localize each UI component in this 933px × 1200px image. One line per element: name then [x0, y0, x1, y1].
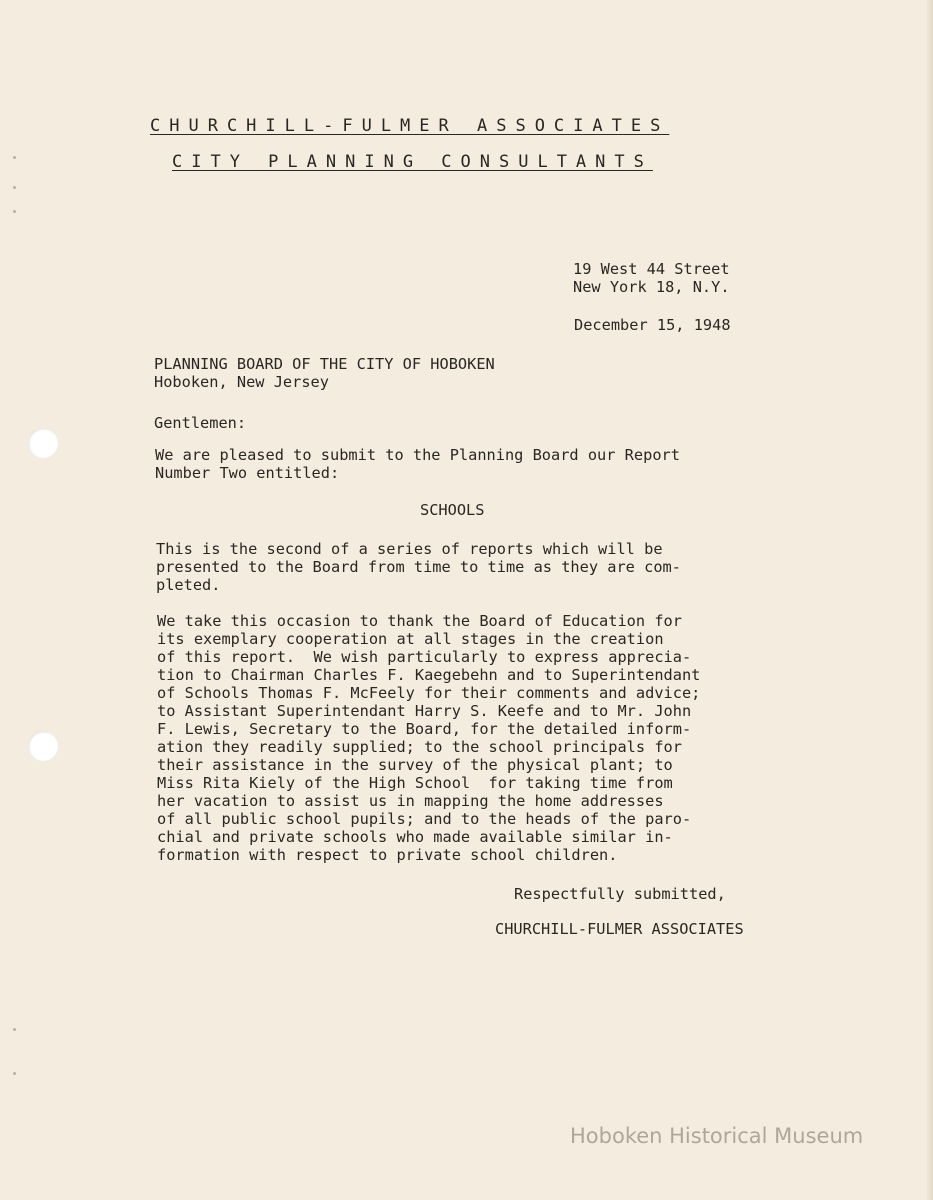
- paragraph-line: chial and private schools who made available similar in-: [157, 828, 673, 846]
- salutation: Gentlemen:: [154, 414, 247, 432]
- recipient-location: Hoboken, New Jersey: [154, 373, 329, 391]
- signature: CHURCHILL-FULMER ASSOCIATES: [495, 920, 744, 938]
- paragraph-line: of Schools Thomas F. McFeely for their comments and advice;: [157, 684, 701, 702]
- paper-speck: [13, 210, 16, 213]
- paragraph-line: to Assistant Superintendant Harry S. Keefe and to Mr. John: [157, 702, 692, 720]
- paragraph-intro: [155, 446, 680, 482]
- paragraph-line: their assistance in the survey of the physical plant; to: [157, 756, 673, 774]
- paragraph-line: F. Lewis, Secretary to the Board, for the detailed inform-: [157, 720, 692, 738]
- sender-address: [573, 260, 730, 296]
- museum-watermark: Hoboken Historical Museum: [570, 1124, 864, 1148]
- address-street: 19 West 44 Street: [573, 260, 730, 278]
- paragraph-line: Number Two entitled:: [155, 464, 340, 482]
- paragraph-acknowledgements: [157, 612, 700, 864]
- paragraph-line: formation with respect to private school children.: [157, 846, 618, 864]
- address-city: New York 18, N.Y.: [573, 278, 730, 296]
- paragraph-line: of all public school pupils; and to the heads of the paro-: [157, 810, 692, 828]
- paragraph-line: her vacation to assist us in mapping the home addresses: [157, 792, 664, 810]
- paragraph-line: Miss Rita Kiely of the High School for taking time from: [157, 774, 673, 792]
- paragraph-line: ation they readily supplied; to the school principals for: [157, 738, 682, 756]
- paper-speck: [13, 156, 16, 159]
- page-edge-shadow: [927, 0, 933, 1200]
- paragraph-line: its exemplary cooperation at all stages in the creation: [157, 630, 664, 648]
- paper-speck: [13, 1028, 16, 1031]
- paragraph-line: presented to the Board from time to time as they are com-: [156, 558, 681, 576]
- closing: Respectfully submitted,: [514, 885, 726, 903]
- paragraph-line: of this report. We wish particularly to express apprecia-: [157, 648, 692, 666]
- binder-hole-top: [28, 428, 58, 458]
- letterhead-firm-name: CHURCHILL-FULMER ASSOCIATES: [150, 116, 670, 136]
- paragraph-line: We are pleased to submit to the Planning Board our Report: [155, 446, 680, 464]
- paragraph-line: tion to Chairman Charles F. Kaegebehn and to Superintendant: [157, 666, 701, 684]
- paper-speck: [13, 186, 16, 189]
- letter-date: December 15, 1948: [574, 316, 731, 334]
- binder-hole-bottom: [28, 731, 58, 761]
- paper-speck: [13, 1072, 16, 1075]
- paragraph-line: We take this occasion to thank the Board of Education for: [157, 612, 682, 630]
- letterhead-subtitle: CITY PLANNING CONSULTANTS: [172, 152, 653, 172]
- paragraph-line: This is the second of a series of reports which will be: [156, 540, 663, 558]
- paragraph-series: [156, 540, 681, 594]
- paragraph-line: pleted.: [156, 576, 221, 594]
- report-title: SCHOOLS: [420, 501, 485, 519]
- recipient-name: PLANNING BOARD OF THE CITY OF HOBOKEN: [154, 355, 495, 373]
- recipient-block: [154, 355, 495, 391]
